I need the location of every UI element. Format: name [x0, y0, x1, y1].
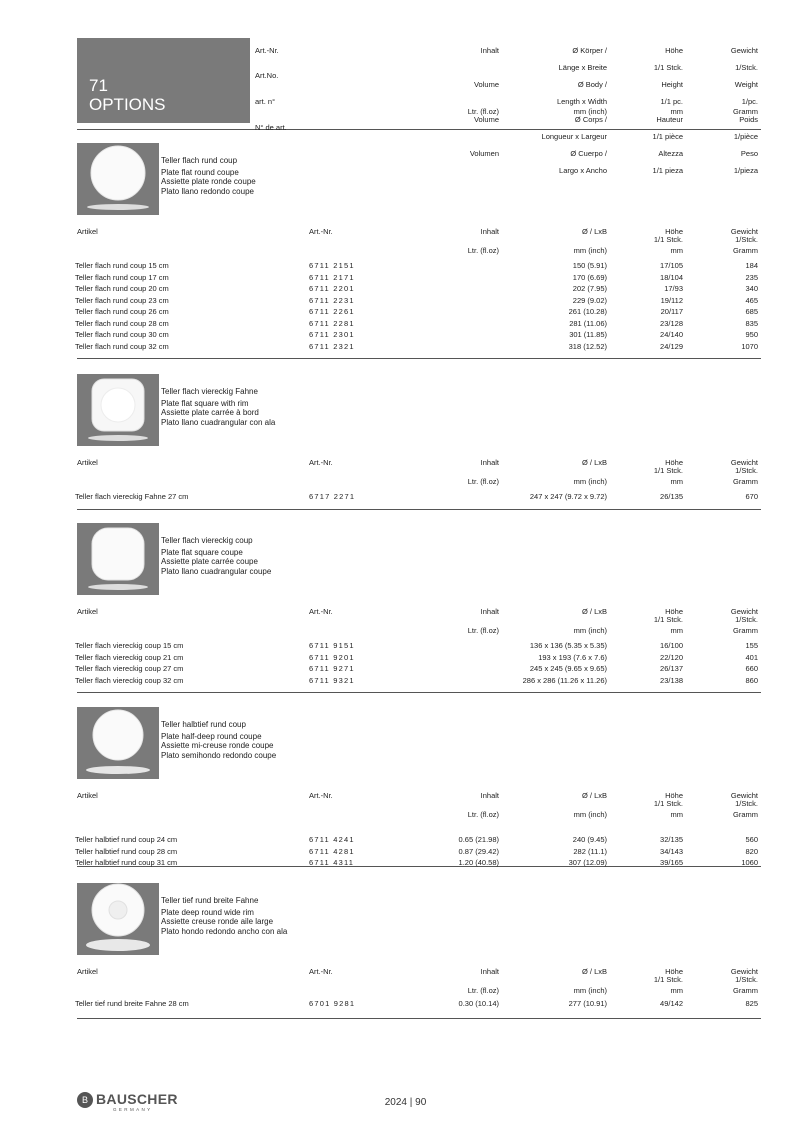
- article-number: 6711 2151: [309, 261, 355, 270]
- product-name-de: Teller flach viereckig Fahne: [161, 387, 258, 396]
- article-dimension: 277 (10.91): [568, 999, 607, 1008]
- product-names: [161, 896, 301, 936]
- product-names: [161, 387, 301, 427]
- article-name: Teller flach rund coup 28 cm: [75, 318, 169, 328]
- header-label: 1/1 Stck.: [653, 62, 683, 72]
- column-label: Ltr. (fl.oz): [467, 246, 499, 255]
- header-unit-dim: mm (inch): [573, 107, 607, 116]
- column-label: mm (inch): [573, 810, 607, 819]
- article-number: 6717 2271: [309, 492, 356, 501]
- article-height: 26/135: [660, 492, 683, 501]
- column-label: Ø / LxB: [581, 607, 607, 616]
- article-dimension: 229 (9.02): [572, 295, 607, 305]
- article-name: Teller flach rund coup 20 cm: [75, 284, 169, 293]
- article-name: Teller tief rund breite Fahne 28 cm: [75, 999, 189, 1008]
- header-label: Länge x Breite: [558, 62, 607, 72]
- article-height: 16/100: [660, 641, 683, 650]
- column-label: mm (inch): [573, 986, 607, 995]
- article-dimension: 136 x 136 (5.35 x 5.35): [529, 641, 607, 650]
- column-label: mm (inch): [573, 626, 607, 635]
- column-label: Inhalt: [480, 458, 499, 467]
- category-box: [77, 38, 250, 123]
- header-label: Hauteur: [656, 114, 683, 124]
- column-label: Art.-Nr.: [309, 227, 333, 236]
- column-label: Höhe: [665, 458, 683, 467]
- table-row: [77, 320, 761, 332]
- header-label: art. n°: [255, 97, 276, 107]
- column-label: 1/1 Stck.: [653, 614, 683, 624]
- article-number: 6711 9321: [309, 675, 355, 685]
- product-name-translation: Plate flat round coupe: [161, 168, 239, 178]
- column-label: Ø / LxB: [581, 458, 607, 467]
- product-name-translation: Plato llano cuadrangular con ala: [161, 417, 276, 427]
- article-number: 6711 9271: [309, 664, 355, 673]
- header-label: Art.-Nr.: [255, 45, 279, 55]
- column-label: Gramm: [733, 246, 758, 255]
- table-row: [77, 848, 761, 860]
- article-height: 17/93: [664, 284, 683, 293]
- header-label: [407, 133, 499, 142]
- header-label: 1/pièce: [733, 131, 758, 141]
- column-label: Art.-Nr.: [309, 458, 333, 467]
- header-label: [407, 98, 499, 107]
- product-rows: [77, 1000, 761, 1012]
- table-row: [77, 274, 761, 286]
- article-number: 6711 4281: [309, 846, 355, 856]
- article-weight: 184: [745, 261, 758, 270]
- table-row: [77, 665, 761, 677]
- article-name: Teller halbtief rund coup 24 cm: [75, 835, 178, 844]
- article-height: 49/142: [660, 999, 683, 1008]
- article-name: Teller flach rund coup 26 cm: [75, 307, 169, 316]
- article-name: Teller flach viereckig Fahne 27 cm: [75, 492, 189, 501]
- article-volume: 0.30 (10.14): [458, 999, 499, 1008]
- article-name: Teller flach rund coup 30 cm: [75, 330, 169, 339]
- article-name: Teller halbtief rund coup 28 cm: [75, 846, 178, 856]
- product-section: [77, 883, 761, 1019]
- column-label: Ltr. (fl.oz): [467, 477, 499, 486]
- column-label: mm (inch): [573, 477, 607, 486]
- article-weight: 685: [745, 307, 758, 316]
- article-name: Teller flach viereckig coup 15 cm: [75, 641, 184, 650]
- product-name-translation: Plate deep round wide rim: [161, 908, 254, 918]
- column-label: Höhe: [665, 967, 683, 976]
- article-height: 19/112: [660, 295, 683, 305]
- plate-image: [77, 883, 159, 955]
- article-number: 6711 2281: [309, 318, 355, 328]
- article-volume: 0.65 (21.98): [458, 835, 499, 844]
- article-weight: 835: [745, 318, 758, 328]
- product-name-translation: Assiette plate carrée coupe: [161, 557, 258, 567]
- column-label: mm: [670, 986, 683, 995]
- article-name: Teller flach rund coup 23 cm: [75, 295, 169, 305]
- article-height: 23/128: [660, 318, 683, 328]
- header-label: Longueur x Largeur: [541, 131, 607, 141]
- article-weight: 340: [745, 284, 758, 293]
- column-label: Inhalt: [480, 967, 499, 976]
- article-number: 6711 2261: [309, 307, 355, 316]
- article-dimension: 170 (6.69): [572, 272, 607, 282]
- header-label: Inhalt: [480, 45, 499, 55]
- column-label: Ø / LxB: [581, 967, 607, 976]
- article-height: 24/129: [660, 341, 683, 351]
- column-label: Ltr. (fl.oz): [467, 810, 499, 819]
- header-label: Volume: [473, 80, 499, 90]
- article-height: 26/137: [660, 664, 683, 673]
- article-weight: 660: [745, 664, 758, 673]
- column-label: Art.-Nr.: [309, 791, 333, 800]
- column-label: Gramm: [733, 626, 758, 635]
- plate-image: [77, 707, 159, 779]
- article-dimension: 286 x 286 (11.26 x 11.26): [522, 675, 607, 685]
- article-name: Teller flach rund coup 32 cm: [75, 341, 169, 351]
- article-weight: 560: [745, 835, 758, 844]
- product-name-de: Teller flach viereckig coup: [161, 536, 253, 545]
- article-height: 18/104: [660, 272, 683, 282]
- column-label: Artikel: [77, 967, 98, 976]
- article-name: Teller flach viereckig coup 21 cm: [75, 652, 184, 662]
- column-label: 1/1 Stck.: [653, 798, 683, 808]
- article-number: 6711 4241: [309, 835, 355, 844]
- article-number: 6701 9281: [309, 999, 356, 1008]
- product-rows: [77, 836, 761, 871]
- article-name: Teller flach viereckig coup 27 cm: [75, 664, 184, 673]
- logo-sub: GERMANY: [113, 1107, 153, 1112]
- article-dimension: 261 (10.28): [568, 307, 607, 316]
- header-label: Peso: [740, 148, 758, 158]
- header-unit-inhalt: Ltr. (fl.oz): [467, 107, 499, 116]
- table-row: [77, 308, 761, 320]
- header-label: [407, 64, 499, 73]
- article-dimension: 307 (12.09): [568, 858, 607, 867]
- article-height: 24/140: [660, 330, 683, 339]
- product-image: [77, 523, 159, 595]
- product-names: [161, 156, 301, 196]
- product-name-de: Teller tief rund breite Fahne: [161, 896, 259, 905]
- bauscher-logo: [77, 1090, 197, 1114]
- table-row: [77, 493, 761, 505]
- header-label: Largo x Ancho: [559, 166, 607, 176]
- column-label: Artikel: [77, 791, 98, 800]
- header-label: 1/pieza: [733, 166, 758, 176]
- table-row: [77, 677, 761, 689]
- column-label: Artikel: [77, 607, 98, 616]
- category-number: 71: [89, 76, 108, 95]
- column-label: Höhe: [665, 791, 683, 800]
- product-name-translation: Assiette mi-creuse ronde coupe: [161, 741, 274, 751]
- column-label: Gewicht: [730, 791, 758, 800]
- product-rows: [77, 642, 761, 688]
- column-label: Gewicht: [730, 458, 758, 467]
- header-label: Volumen: [469, 148, 499, 158]
- article-height: 39/165: [660, 858, 683, 867]
- article-number: 6711 4311: [309, 858, 355, 867]
- article-dimension: 150 (5.91): [572, 261, 607, 270]
- article-weight: 1070: [741, 341, 758, 351]
- product-name-translation: Plato hondo redondo ancho con ala: [161, 926, 288, 936]
- product-rows: [77, 262, 761, 354]
- article-name: Teller flach rund coup 15 cm: [75, 261, 169, 270]
- article-number: 6711 2321: [309, 341, 355, 351]
- table-row: [77, 331, 761, 343]
- header-artnr-labels: [255, 38, 355, 141]
- header-label: Ø Körper /: [572, 45, 607, 55]
- product-section: [77, 523, 761, 693]
- article-dimension: 282 (11.1): [573, 846, 607, 856]
- header-label: Height: [661, 80, 683, 90]
- column-label: Ø / LxB: [581, 791, 607, 800]
- article-height: 23/138: [660, 675, 683, 685]
- article-weight: 401: [745, 652, 758, 662]
- header-label: 1/1 pièce: [652, 131, 683, 141]
- product-rows: [77, 493, 761, 505]
- header-label: Ø Body /: [577, 80, 607, 90]
- article-name: Teller flach rund coup 17 cm: [75, 272, 169, 282]
- article-name: Teller flach viereckig coup 32 cm: [75, 675, 184, 685]
- header-label: Volume: [473, 114, 499, 124]
- article-number: 6711 9151: [309, 641, 355, 650]
- table-row: [77, 1000, 761, 1012]
- column-label: mm: [670, 477, 683, 486]
- header-label: Poids: [739, 114, 758, 124]
- header-label: 1/1 pieza: [652, 166, 683, 176]
- column-label: 1/Stck.: [735, 614, 758, 624]
- column-label: 1/1 Stck.: [653, 974, 683, 984]
- article-weight: 235: [745, 272, 758, 282]
- article-number: 6711 2201: [309, 284, 355, 293]
- column-label: Inhalt: [480, 791, 499, 800]
- table-row: [77, 297, 761, 309]
- column-label: Artikel: [77, 458, 98, 467]
- article-dimension: 240 (9.45): [572, 835, 607, 844]
- header-label: 1/1 pc.: [660, 97, 683, 107]
- column-label: Art.-Nr.: [309, 607, 333, 616]
- article-dimension: 318 (12.52): [568, 341, 607, 351]
- header-unit-hoehe: mm: [670, 107, 683, 116]
- article-dimension: 301 (11.85): [569, 330, 607, 339]
- logo-icon: B: [77, 1092, 93, 1108]
- product-name-translation: Plate flat square coupe: [161, 548, 243, 558]
- product-name-translation: Plato llano cuadrangular coupe: [161, 566, 272, 576]
- table-row: [77, 642, 761, 654]
- plate-image: [77, 523, 159, 595]
- product-names: [161, 720, 301, 760]
- header-label: 1/Stck.: [735, 62, 758, 72]
- category-name: OPTIONS: [89, 95, 166, 114]
- column-label: Art.-Nr.: [309, 967, 333, 976]
- header-label: 1/pc.: [741, 97, 758, 107]
- article-weight: 465: [745, 295, 758, 305]
- table-row: [77, 285, 761, 297]
- article-volume: 1.20 (40.58): [458, 858, 499, 867]
- header-unit-gewicht: Gramm: [733, 107, 758, 116]
- article-weight: 820: [745, 846, 758, 856]
- article-number: 6711 9201: [309, 652, 355, 662]
- column-label: Ltr. (fl.oz): [467, 986, 499, 995]
- article-dimension: 245 x 245 (9.65 x 9.65): [529, 664, 607, 673]
- article-number: 6711 2171: [309, 272, 355, 282]
- article-volume: 0.87 (29.42): [458, 846, 499, 856]
- product-name-translation: Plato llano redondo coupe: [161, 186, 254, 196]
- column-label: Inhalt: [480, 227, 499, 236]
- article-dimension: 193 x 193 (7.6 x 7.6): [538, 652, 607, 662]
- header-label: Weight: [734, 80, 758, 90]
- product-name-translation: Assiette creuse ronde aile large: [161, 917, 274, 927]
- header-label: Altezza: [658, 148, 683, 158]
- column-label: Inhalt: [480, 607, 499, 616]
- header-label: Ø Cuerpo /: [570, 148, 607, 158]
- column-label: 1/1 Stck.: [653, 465, 683, 475]
- column-label: Gramm: [733, 986, 758, 995]
- column-label: mm: [670, 246, 683, 255]
- article-weight: 1060: [741, 858, 758, 867]
- header-label: Length x Width: [556, 97, 607, 107]
- plate-image: [77, 143, 159, 215]
- article-height: 34/143: [660, 846, 683, 856]
- table-row: [77, 836, 761, 848]
- article-height: 22/120: [660, 652, 683, 662]
- article-name: Teller halbtief rund coup 31 cm: [75, 858, 178, 867]
- article-height: 32/135: [660, 835, 683, 844]
- header-label: Art.No.: [255, 71, 279, 81]
- article-dimension: 202 (7.95): [572, 284, 607, 293]
- header-label: N° de art.: [255, 123, 287, 133]
- article-weight: 860: [745, 675, 758, 685]
- product-name-translation: Plate half-deep round coupe: [161, 732, 262, 742]
- logo-brand: BAUSCHER: [96, 1091, 178, 1107]
- product-image: [77, 707, 159, 779]
- column-label: Höhe: [665, 607, 683, 616]
- product-image: [77, 143, 159, 215]
- column-label: Höhe: [665, 227, 683, 236]
- column-label: mm: [670, 626, 683, 635]
- product-name-de: Teller flach rund coup: [161, 156, 238, 165]
- article-number: 6711 2301: [309, 330, 355, 339]
- article-weight: 950: [745, 330, 758, 339]
- column-label: Gramm: [733, 477, 758, 486]
- column-label: mm (inch): [573, 246, 607, 255]
- column-label: mm: [670, 810, 683, 819]
- column-label: Gewicht: [730, 607, 758, 616]
- column-label: 1/Stck.: [735, 465, 758, 475]
- column-label: Artikel: [77, 227, 98, 236]
- column-label: Ltr. (fl.oz): [467, 626, 499, 635]
- column-label: Ø / LxB: [581, 227, 607, 236]
- column-label: Gramm: [733, 810, 758, 819]
- column-label: Gewicht: [730, 967, 758, 976]
- article-dimension: 247 x 247 (9.72 x 9.72): [529, 492, 607, 501]
- article-height: 17/105: [660, 261, 683, 270]
- article-dimension: 281 (11.06): [569, 318, 607, 328]
- product-name-de: Teller halbtief rund coup: [161, 720, 246, 729]
- product-image: [77, 883, 159, 955]
- column-label: 1/Stck.: [735, 974, 758, 984]
- product-names: [161, 536, 301, 576]
- table-row: [77, 859, 761, 871]
- page-number: 2024 | 90: [384, 1097, 427, 1108]
- product-section: [77, 707, 761, 867]
- table-row: [77, 262, 761, 274]
- table-row: [77, 343, 761, 355]
- product-name-translation: Plate flat square with rim: [161, 399, 249, 409]
- column-label: 1/Stck.: [735, 798, 758, 808]
- product-section: [77, 374, 761, 510]
- product-section: [77, 143, 761, 359]
- plate-image: [77, 374, 159, 446]
- header-label: Gewicht: [730, 45, 758, 55]
- product-name-translation: Assiette plate ronde coupe: [161, 177, 256, 187]
- column-label: Gewicht: [730, 227, 758, 236]
- column-label: 1/Stck.: [735, 234, 758, 244]
- product-name-translation: Assiette plate carrée à bord: [161, 408, 259, 418]
- article-height: 20/117: [660, 307, 683, 316]
- header-label: Ø Corps /: [574, 114, 607, 124]
- product-name-translation: Plato semihondo redondo coupe: [161, 750, 277, 760]
- article-weight: 670: [745, 492, 758, 501]
- column-label: 1/1 Stck.: [653, 234, 683, 244]
- article-number: 6711 2231: [309, 295, 355, 305]
- article-weight: 155: [745, 641, 758, 650]
- product-image: [77, 374, 159, 446]
- header-label: Höhe: [665, 45, 683, 55]
- article-weight: 825: [745, 999, 758, 1008]
